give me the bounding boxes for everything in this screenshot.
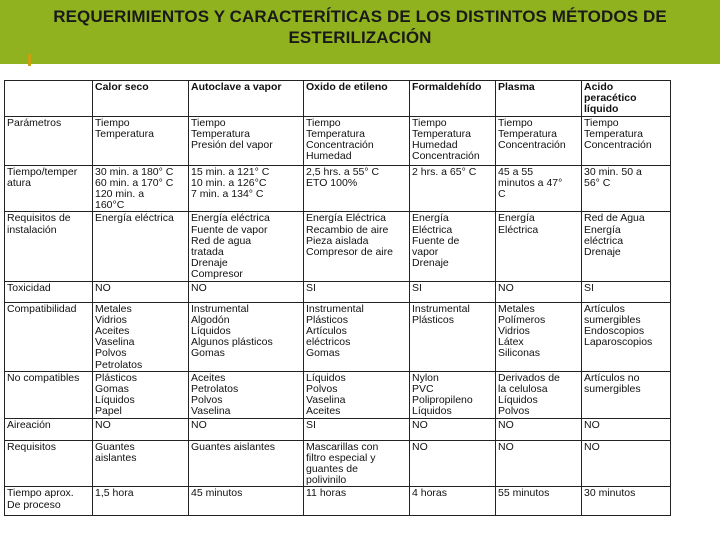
cell-aireacion-acido-peracetico (582, 418, 671, 440)
cell-line: Compatibilidad (7, 302, 77, 315)
cell-line: Aceites (95, 325, 130, 338)
cell-line: Tiempo (498, 116, 533, 129)
cell-tiempo-proceso-acido-peracetico (582, 487, 671, 516)
cell-line: Mascarillas con (306, 440, 379, 453)
cell-line: Concentración (498, 139, 566, 152)
cell-line: Concentración (584, 139, 652, 152)
cell-compatibilidad-calor-seco (93, 302, 189, 371)
cell-line: Tiempo aprox. (7, 487, 74, 500)
table-row-tiempo-proceso (5, 487, 671, 516)
cell-requisitos-autoclave (189, 440, 304, 487)
cell-line: Parámetros (7, 116, 62, 129)
cell-line: Plasma (498, 81, 535, 93)
cell-line: tratada (191, 246, 224, 259)
cell-line: PVC (412, 383, 434, 396)
cell-line: 7 min. a 134° C (191, 188, 264, 201)
cell-line: NO (498, 440, 514, 453)
cell-line: Gomas (306, 347, 340, 360)
cell-line: Plásticos (306, 313, 349, 326)
cell-line: NO (498, 418, 514, 431)
row-label-compatibilidad (5, 302, 93, 371)
cell-tiempo-proceso-autoclave (189, 487, 304, 516)
cell-line: Siliconas (498, 347, 541, 360)
cell-aireacion-oxido-etileno (304, 418, 410, 440)
cell-aireacion-formaldehido (410, 418, 496, 440)
cell-line: NO (498, 281, 514, 294)
cell-requisitos-instalacion-autoclave (189, 212, 304, 281)
cell-line: 11 horas (306, 487, 347, 500)
header-plasma (496, 81, 582, 117)
cell-line: eléctrica (584, 234, 624, 247)
cell-line: Humedad (412, 139, 458, 152)
header-oxido-etileno (304, 81, 410, 117)
cell-line: Recambio de aire (306, 223, 389, 236)
cell-line: Energía eléctrica (191, 212, 270, 225)
cell-tiempo-temperatura-formaldehido (410, 165, 496, 212)
cell-line: sumergibles (584, 383, 641, 396)
cell-line: Tiempo (306, 116, 341, 129)
cell-tiempo-temperatura-calor-seco (93, 165, 189, 212)
cell-requisitos-instalacion-formaldehido (410, 212, 496, 281)
cell-line: 15 min. a 121° C (191, 165, 270, 178)
cell-tiempo-temperatura-plasma (496, 165, 582, 212)
cell-line: Energía (412, 212, 449, 225)
cell-line: Energía (498, 212, 535, 225)
cell-line: Formaldehído (412, 81, 482, 93)
cell-line: 30 min. a 180° C (95, 165, 174, 178)
cell-tiempo-temperatura-acido-peracetico (582, 165, 671, 212)
cell-requisitos-acido-peracetico (582, 440, 671, 487)
cell-line: Polvos (498, 405, 530, 418)
cell-line: Líquidos (412, 405, 452, 418)
cell-line: eléctricos (306, 336, 351, 349)
cell-line: Líquidos (95, 394, 135, 407)
slide-title (0, 6, 720, 48)
cell-line: Metales (95, 302, 132, 315)
cell-line: filtro especial y (306, 451, 376, 464)
cell-line: 56° C (584, 176, 611, 189)
cell-line: SI (306, 281, 316, 294)
cell-no-compatibles-oxido-etileno (304, 371, 410, 418)
cell-line: NO (95, 418, 111, 431)
cell-tiempo-temperatura-oxido-etileno (304, 165, 410, 212)
row-label-requisitos-instalacion (5, 212, 93, 281)
header-corner (5, 81, 93, 117)
cell-line: Instrumental (306, 302, 364, 315)
sterilization-methods-table (4, 80, 671, 516)
cell-line: Tiempo/temper (7, 165, 78, 178)
cell-line: Algunos plásticos (191, 336, 273, 349)
cell-line: aislantes (95, 451, 137, 464)
cell-line: la celulosa (498, 383, 548, 396)
table-row-no-compatibles (5, 371, 671, 418)
cell-line: Polvos (306, 383, 338, 396)
cell-line: Energía Eléctrica (306, 212, 386, 225)
table-row-toxicidad (5, 281, 671, 302)
cell-line: NO (191, 418, 207, 431)
cell-line: Presión del vapor (191, 139, 273, 152)
cell-line: No compatibles (7, 371, 80, 384)
cell-line: 4 horas (412, 487, 448, 500)
cell-line: Artículos (584, 302, 625, 315)
cell-line: Petrolatos (95, 358, 143, 371)
cell-line: atura (7, 176, 31, 189)
row-label-requisitos (5, 440, 93, 487)
cell-line: líquido (584, 103, 619, 116)
cell-line: Instrumental (191, 302, 249, 315)
cell-toxicidad-plasma (496, 281, 582, 302)
cell-line: Aceites (306, 405, 341, 418)
cell-line: 2,5 hrs. a 55° C (306, 165, 380, 178)
cell-parametros-calor-seco (93, 116, 189, 165)
cell-line: instalación (7, 223, 57, 236)
cell-line: Gomas (95, 383, 129, 396)
cell-line: Plásticos (412, 313, 455, 326)
table-row-compatibilidad (5, 302, 671, 371)
cell-line: Oxido de etileno (306, 81, 388, 93)
cell-line: Compresor (191, 268, 243, 281)
cell-line: 30 minutos (584, 487, 636, 500)
table-row-requisitos-instalacion (5, 212, 671, 281)
cell-parametros-oxido-etileno (304, 116, 410, 165)
cell-line: Energía (584, 223, 621, 236)
cell-line: Látex (498, 336, 524, 349)
row-label-parametros (5, 116, 93, 165)
cell-line: Temperatura (498, 127, 557, 140)
cell-line: 45 minutos (191, 487, 243, 500)
cell-line: Nylon (412, 371, 439, 384)
cell-tiempo-proceso-oxido-etileno (304, 487, 410, 516)
cell-line: polivinilo (306, 474, 347, 487)
cell-line: Vaselina (306, 394, 346, 407)
cell-line: NO (412, 418, 428, 431)
cell-tiempo-proceso-plasma (496, 487, 582, 516)
cell-line: minutos a 47° (498, 176, 563, 189)
row-label-toxicidad (5, 281, 93, 302)
cell-requisitos-calor-seco (93, 440, 189, 487)
cell-line: NO (412, 440, 428, 453)
header-row (5, 81, 671, 117)
cell-no-compatibles-acido-peracetico (582, 371, 671, 418)
cell-line: Aceites (191, 371, 226, 384)
cell-line: Requisitos de (7, 212, 71, 225)
cell-line: Requisitos (7, 440, 57, 453)
cell-line: Temperatura (306, 127, 365, 140)
cell-tiempo-temperatura-autoclave (189, 165, 304, 212)
cell-line: 1,5 hora (95, 487, 134, 500)
cell-line: Drenaje (412, 257, 449, 270)
cell-line: Red de Agua (584, 212, 645, 225)
cell-line: NO (191, 281, 207, 294)
table-row-tiempo-temperatura (5, 165, 671, 212)
cell-line: 60 min. a 170° C (95, 176, 174, 189)
cell-line: Drenaje (191, 257, 228, 270)
cell-no-compatibles-plasma (496, 371, 582, 418)
cell-line: Compresor de aire (306, 246, 393, 259)
cell-line: Papel (95, 405, 122, 418)
cell-aireacion-plasma (496, 418, 582, 440)
cell-line: Tiempo (95, 116, 130, 129)
cell-line: 10 min. a 126°C (191, 176, 267, 189)
cell-line: Líquidos (498, 394, 538, 407)
cell-line: Tiempo (412, 116, 447, 129)
cell-requisitos-instalacion-oxido-etileno (304, 212, 410, 281)
cell-compatibilidad-acido-peracetico (582, 302, 671, 371)
cell-requisitos-plasma (496, 440, 582, 487)
cell-line: 55 minutos (498, 487, 550, 500)
cell-requisitos-instalacion-acido-peracetico (582, 212, 671, 281)
cell-compatibilidad-autoclave (189, 302, 304, 371)
row-label-tiempo-proceso (5, 487, 93, 516)
cell-line: Red de agua (191, 234, 252, 247)
cell-line: Guantes (95, 440, 135, 453)
cell-line: Petrolatos (191, 383, 239, 396)
cell-line: 160°C (95, 199, 125, 212)
cell-line: Temperatura (412, 127, 471, 140)
cell-toxicidad-autoclave (189, 281, 304, 302)
cell-line: Energía eléctrica (95, 212, 174, 225)
cell-tiempo-proceso-formaldehido (410, 487, 496, 516)
cell-line: Fuente de (412, 234, 460, 247)
cell-line: Guantes aislantes (191, 440, 276, 453)
cell-requisitos-oxido-etileno (304, 440, 410, 487)
cell-line: Tiempo (584, 116, 619, 129)
cell-line: Vaselina (95, 336, 135, 349)
cell-line: Eléctrica (412, 223, 453, 236)
cell-requisitos-instalacion-plasma (496, 212, 582, 281)
cell-parametros-formaldehido (410, 116, 496, 165)
cell-line: Temperatura (584, 127, 643, 140)
cell-aireacion-autoclave (189, 418, 304, 440)
cell-line: Polipropileno (412, 394, 473, 407)
cell-line: 120 min. a (95, 188, 145, 201)
row-label-aireacion (5, 418, 93, 440)
header-autoclave (189, 81, 304, 117)
cell-line: Polvos (191, 394, 223, 407)
cell-line: SI (412, 281, 422, 294)
cell-line: Endoscopios (584, 325, 645, 338)
cell-requisitos-instalacion-calor-seco (93, 212, 189, 281)
cell-parametros-acido-peracetico (582, 116, 671, 165)
cell-line: NO (584, 440, 600, 453)
row-label-tiempo-temperatura (5, 165, 93, 212)
cell-no-compatibles-calor-seco (93, 371, 189, 418)
cell-line: Tiempo (191, 116, 226, 129)
header-calor-seco (93, 81, 189, 117)
cell-line: Líquidos (306, 371, 346, 384)
title-line-2: ESTERILIZACIÓN (288, 28, 432, 47)
cell-line: Temperatura (191, 127, 250, 140)
cell-toxicidad-formaldehido (410, 281, 496, 302)
cell-toxicidad-acido-peracetico (582, 281, 671, 302)
cell-line: Vaselina (191, 405, 231, 418)
accent-marker (28, 54, 31, 66)
cell-line: Eléctrica (498, 223, 539, 236)
cell-line: Polímeros (498, 313, 546, 326)
cell-line: Temperatura (95, 127, 154, 140)
cell-line: Artículos no (584, 371, 640, 384)
cell-line: SI (584, 281, 594, 294)
table-row-parametros (5, 116, 671, 165)
cell-tiempo-proceso-calor-seco (93, 487, 189, 516)
cell-line: Concentración (306, 139, 374, 152)
cell-line: De proceso (7, 498, 61, 511)
cell-line: Vidrios (95, 313, 127, 326)
cell-line: peracético (584, 92, 637, 105)
header-formaldehido (410, 81, 496, 117)
cell-parametros-plasma (496, 116, 582, 165)
cell-line: Líquidos (191, 325, 231, 338)
cell-line: Derivados de (498, 371, 560, 384)
cell-parametros-autoclave (189, 116, 304, 165)
cell-line: Artículos (306, 325, 347, 338)
cell-line: 30 min. 50 a (584, 165, 642, 178)
cell-line: Fuente de vapor (191, 223, 268, 236)
cell-toxicidad-oxido-etileno (304, 281, 410, 302)
cell-line: ETO 100% (306, 176, 358, 189)
cell-line: 45 a 55 (498, 165, 534, 178)
cell-line: Laparoscopios (584, 336, 653, 349)
cell-line: NO (584, 418, 600, 431)
cell-line: guantes de (306, 463, 358, 476)
cell-line: 2 hrs. a 65° C (412, 165, 477, 178)
cell-line: vapor (412, 246, 439, 259)
cell-line: Polvos (95, 347, 127, 360)
cell-line: Aireación (7, 418, 51, 431)
cell-line: Instrumental (412, 302, 470, 315)
table-row-requisitos (5, 440, 671, 487)
cell-no-compatibles-autoclave (189, 371, 304, 418)
title-line-1: REQUERIMIENTOS Y CARACTERÍTICAS DE LOS DISTINTOS MÉTODOS DE (53, 7, 667, 26)
row-label-no-compatibles (5, 371, 93, 418)
cell-line: Vidrios (498, 325, 530, 338)
cell-line: Metales (498, 302, 535, 315)
table-row-aireacion (5, 418, 671, 440)
cell-toxicidad-calor-seco (93, 281, 189, 302)
cell-line: Acido (584, 81, 614, 93)
cell-line: Toxicidad (7, 281, 51, 294)
cell-compatibilidad-oxido-etileno (304, 302, 410, 371)
cell-compatibilidad-plasma (496, 302, 582, 371)
cell-compatibilidad-formaldehido (410, 302, 496, 371)
cell-line: C (498, 188, 506, 201)
cell-line: SI (306, 418, 316, 431)
cell-line: Autoclave a vapor (191, 81, 282, 93)
cell-requisitos-formaldehido (410, 440, 496, 487)
cell-line: Pieza aislada (306, 234, 369, 247)
cell-aireacion-calor-seco (93, 418, 189, 440)
cell-line: Humedad (306, 150, 352, 163)
cell-line: Calor seco (95, 81, 149, 93)
cell-line: Gomas (191, 347, 225, 360)
cell-line: Drenaje (584, 246, 621, 259)
cell-line: Concentración (412, 150, 480, 163)
cell-line: Algodón (191, 313, 230, 326)
cell-line: Plásticos (95, 371, 138, 384)
cell-line: NO (95, 281, 111, 294)
header-acido-peracetico (582, 81, 671, 117)
cell-no-compatibles-formaldehido (410, 371, 496, 418)
cell-line: sumergibles (584, 313, 641, 326)
